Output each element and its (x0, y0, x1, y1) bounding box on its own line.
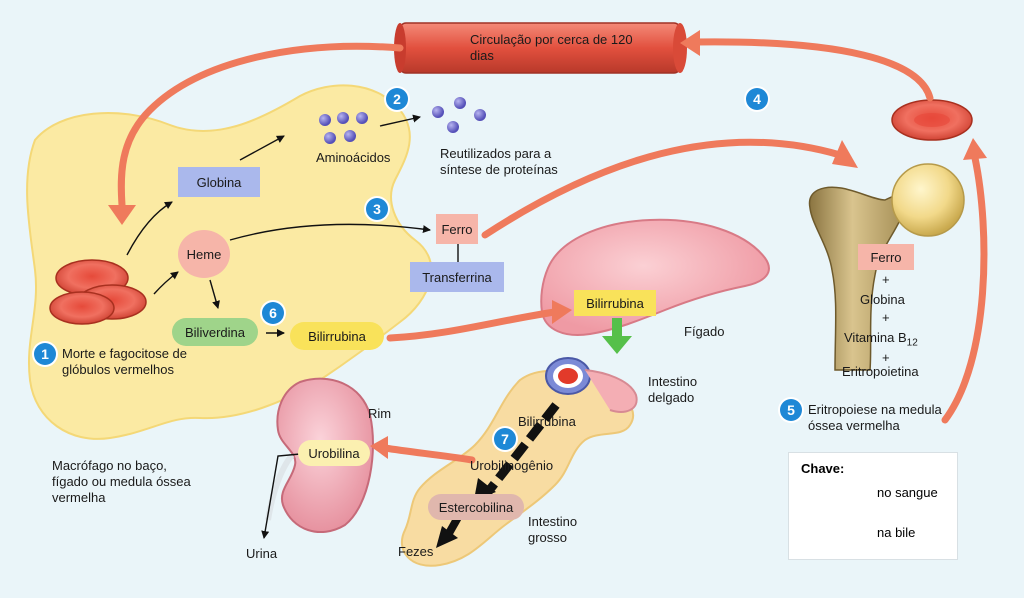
liver-bilirrubina-box: Bilirrubina (574, 290, 656, 316)
circulation-label: Circulação por cerca de 120 dias (470, 32, 633, 63)
ferro-box: Ferro (436, 214, 478, 244)
biliverdina-pill: Biliverdina (172, 318, 258, 346)
plus-3: + (882, 350, 890, 365)
step-6-badge: 6 (262, 302, 284, 324)
transferrina-box: Transferrina (410, 262, 504, 292)
intestino-delgado-label: Intestino delgado (648, 374, 698, 405)
aminoacidos-label: Aminoácidos (316, 150, 391, 165)
urina-label: Urina (246, 546, 278, 561)
step-7-badge: 7 (494, 428, 516, 450)
liver-organ (541, 220, 769, 335)
intestino-grosso-label: Intestino grosso (528, 514, 578, 545)
step-3-badge: 3 (366, 198, 388, 220)
figado-label: Fígado (684, 324, 725, 339)
heme-circle: Heme (178, 230, 230, 278)
step-4-badge: 4 (746, 88, 768, 110)
step-2-badge: 2 (386, 88, 408, 110)
intestine-bilirrubina-label: Bilirrubina (518, 414, 576, 429)
death-phagocytosis-label: Morte e fagocitose de glóbulos vermelhos (62, 346, 188, 377)
legend-key (788, 452, 958, 560)
legend-title: Chave: (801, 461, 845, 476)
plus-2: + (882, 310, 890, 325)
reused-amino-acid-dots (432, 97, 486, 133)
eritropoiese-label: Eritropoiese na medula óssea vermelha (808, 402, 942, 433)
vitamin-b12-label: Vitamina $B_{12}$ (844, 330, 918, 349)
legend-blood-label: no sangue (877, 485, 938, 500)
eritropoietina-label: Eritropoietina (842, 364, 919, 379)
femur-head (892, 164, 964, 236)
step-5-badge: 5 (780, 399, 802, 421)
reused-label: Reutilizados para a síntese de proteínas (440, 146, 558, 177)
bilirrubina-pill: Bilirrubina (290, 322, 384, 350)
globina-box: Globina (178, 167, 260, 197)
rim-label: Rim (368, 406, 392, 421)
legend-bile-label: na bile (877, 525, 916, 540)
urobilina-box: Urobilina (298, 440, 370, 466)
plus-1: + (882, 272, 890, 287)
bone-globina-label: Globina (860, 292, 905, 307)
urobilinogenio-label: Urobilinogênio (470, 458, 554, 473)
fezes-label: Fezes (398, 544, 434, 559)
estercobilina-box: Estercobilina (428, 494, 524, 520)
macrophage-location-label: Macrófago no baço, fígado ou medula óssea vermelha (52, 458, 191, 505)
bone-ferro-box: Ferro (858, 244, 914, 270)
step-1-badge: 1 (34, 343, 56, 365)
